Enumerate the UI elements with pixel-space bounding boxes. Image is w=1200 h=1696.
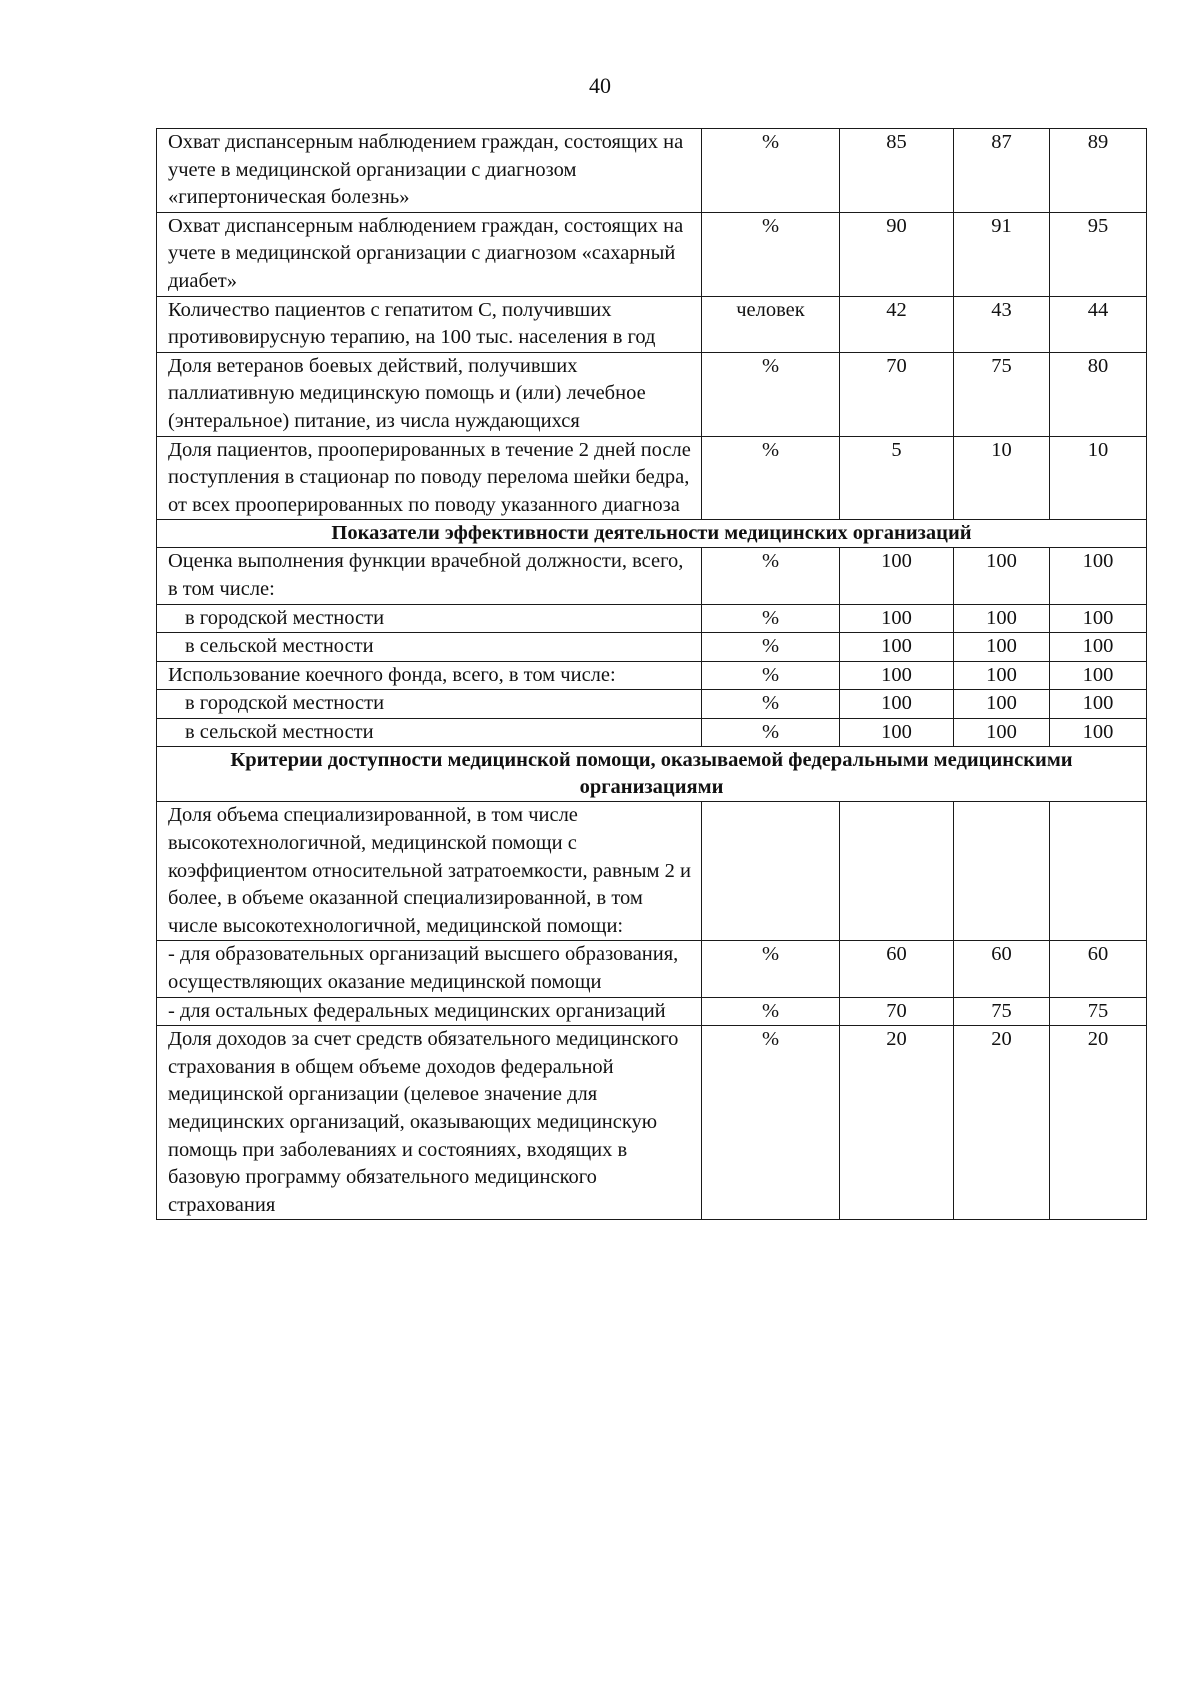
table-row (157, 352, 1147, 436)
value-year-1-cell: 100 (840, 548, 954, 604)
unit-cell: % (702, 212, 840, 296)
table-row (157, 633, 1147, 662)
value-year-2-cell: 43 (954, 296, 1050, 352)
value-year-1-cell: 100 (840, 661, 954, 690)
indicator-name-cell: - для образовательных организаций высшего образования, осуществляющих оказание медицинской помощи (157, 941, 702, 997)
unit-cell: % (702, 352, 840, 436)
indicator-name-cell: Охват диспансерным наблюдением граждан, состоящих на учете в медицинской организации с диагнозом «гипертоническая болезнь» (157, 129, 702, 213)
unit-cell: % (702, 604, 840, 633)
section-title: Критерии доступности медицинской помощи, оказываемой федеральными медицинскими организациями (157, 747, 1147, 802)
value-year-3-cell (1050, 802, 1147, 941)
indicator-name-cell: Доля пациентов, прооперированных в течение 2 дней после поступления в стационар по поводу перелома шейки бедра, от всех прооперированных по поводу указанного диагноза (157, 436, 702, 520)
value-year-1-cell (840, 802, 954, 941)
value-year-2-cell: 75 (954, 352, 1050, 436)
indicators-table (156, 128, 1147, 1220)
table-row (157, 548, 1147, 604)
value-year-2-cell: 100 (954, 718, 1050, 747)
table-row (157, 436, 1147, 520)
unit-cell: человек (702, 296, 840, 352)
value-year-2-cell: 20 (954, 1026, 1050, 1220)
indicators-table-body (157, 129, 1147, 1220)
indicator-name-cell: Количество пациентов с гепатитом С, получивших противовирусную терапию, на 100 тыс. населения в год (157, 296, 702, 352)
value-year-3-cell: 100 (1050, 633, 1147, 662)
indicator-name-cell: в городской местности (157, 690, 702, 719)
unit-cell: % (702, 436, 840, 520)
value-year-1-cell: 90 (840, 212, 954, 296)
unit-cell: % (702, 548, 840, 604)
value-year-1-cell: 100 (840, 690, 954, 719)
value-year-2-cell: 91 (954, 212, 1050, 296)
table-row (157, 941, 1147, 997)
unit-cell: % (702, 633, 840, 662)
indicator-name-cell: в сельской местности (157, 718, 702, 747)
value-year-2-cell: 100 (954, 661, 1050, 690)
unit-cell: % (702, 690, 840, 719)
value-year-1-cell: 5 (840, 436, 954, 520)
value-year-3-cell: 60 (1050, 941, 1147, 997)
value-year-1-cell: 42 (840, 296, 954, 352)
value-year-3-cell: 100 (1050, 548, 1147, 604)
table-row (157, 1026, 1147, 1220)
value-year-3-cell: 95 (1050, 212, 1147, 296)
unit-cell: % (702, 941, 840, 997)
unit-cell: % (702, 129, 840, 213)
indicator-name-cell: в сельской местности (157, 633, 702, 662)
value-year-2-cell: 100 (954, 604, 1050, 633)
value-year-3-cell: 89 (1050, 129, 1147, 213)
indicator-name-cell: Оценка выполнения функции врачебной должности, всего, в том числе: (157, 548, 702, 604)
unit-cell: % (702, 661, 840, 690)
value-year-2-cell: 60 (954, 941, 1050, 997)
indicator-name-cell: Охват диспансерным наблюдением граждан, состоящих на учете в медицинской организации с диагнозом «сахарный диабет» (157, 212, 702, 296)
table-row (157, 296, 1147, 352)
value-year-1-cell: 100 (840, 633, 954, 662)
value-year-3-cell: 44 (1050, 296, 1147, 352)
indicator-name-cell: Использование коечного фонда, всего, в том числе: (157, 661, 702, 690)
section-title: Показатели эффективности деятельности медицинских организаций (157, 520, 1147, 548)
value-year-1-cell: 100 (840, 604, 954, 633)
table-row (157, 802, 1147, 941)
value-year-3-cell: 100 (1050, 661, 1147, 690)
value-year-3-cell: 100 (1050, 604, 1147, 633)
value-year-2-cell (954, 802, 1050, 941)
section-header-row (157, 520, 1147, 548)
value-year-3-cell: 80 (1050, 352, 1147, 436)
page-number: 40 (589, 73, 611, 98)
value-year-1-cell: 85 (840, 129, 954, 213)
table-row (157, 690, 1147, 719)
value-year-2-cell: 75 (954, 997, 1050, 1026)
value-year-2-cell: 100 (954, 690, 1050, 719)
value-year-3-cell: 20 (1050, 1026, 1147, 1220)
unit-cell: % (702, 997, 840, 1026)
value-year-1-cell: 60 (840, 941, 954, 997)
value-year-1-cell: 100 (840, 718, 954, 747)
indicator-name-cell: в городской местности (157, 604, 702, 633)
value-year-3-cell: 100 (1050, 718, 1147, 747)
indicator-name-cell: Доля ветеранов боевых действий, получивших паллиативную медицинскую помощь и (или) лечебное (энтеральное) питание, из числа нуждающихся (157, 352, 702, 436)
value-year-1-cell: 70 (840, 352, 954, 436)
unit-cell: % (702, 1026, 840, 1220)
value-year-3-cell: 10 (1050, 436, 1147, 520)
indicator-name-cell: Доля объема специализированной, в том числе высокотехнологичной, медицинской помощи с коэффициентом относительной затратоемкости, равным 2 и более, в объеме оказанной специализированной, в том числе высокотехнологичной, медицинской помощи: (157, 802, 702, 941)
unit-cell: % (702, 718, 840, 747)
table-row (157, 718, 1147, 747)
unit-cell (702, 802, 840, 941)
value-year-2-cell: 87 (954, 129, 1050, 213)
value-year-2-cell: 100 (954, 548, 1050, 604)
indicator-name-cell: - для остальных федеральных медицинских организаций (157, 997, 702, 1026)
table-row (157, 129, 1147, 213)
table-row (157, 212, 1147, 296)
value-year-1-cell: 20 (840, 1026, 954, 1220)
value-year-2-cell: 10 (954, 436, 1050, 520)
value-year-2-cell: 100 (954, 633, 1050, 662)
table-row (157, 604, 1147, 633)
value-year-3-cell: 100 (1050, 690, 1147, 719)
table-row (157, 661, 1147, 690)
section-header-row (157, 747, 1147, 802)
table-row (157, 997, 1147, 1026)
value-year-3-cell: 75 (1050, 997, 1147, 1026)
indicator-name-cell: Доля доходов за счет средств обязательного медицинского страхования в общем объеме доходов федеральной медицинской организации (целевое значение для медицинских организаций, оказывающих медицинскую помощь при заболеваниях и состояниях, входящих в базовую программу обязательного медицинского страхования (157, 1026, 702, 1220)
value-year-1-cell: 70 (840, 997, 954, 1026)
